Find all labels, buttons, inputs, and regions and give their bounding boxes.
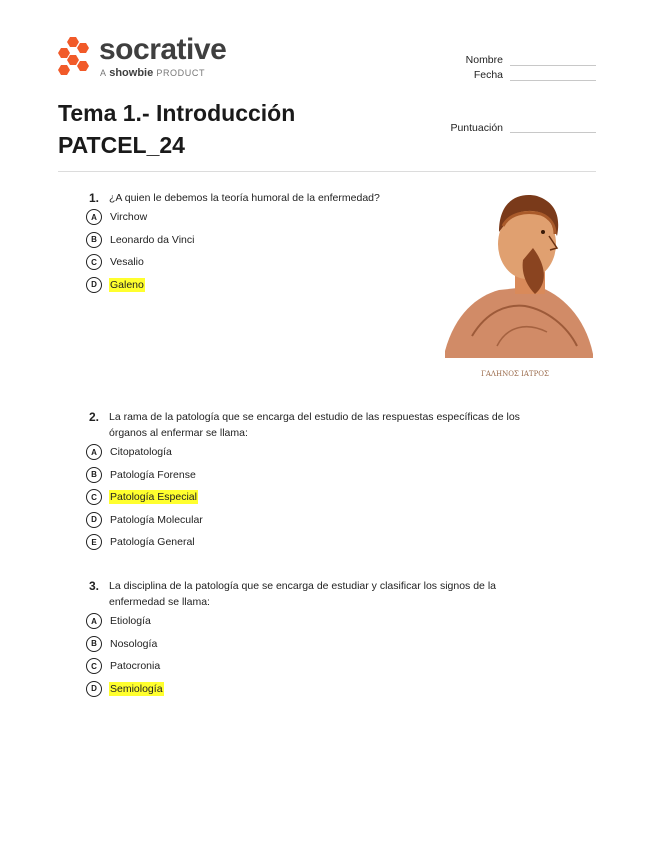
option-letter-a: A [86, 209, 102, 225]
page-title: Tema 1.- Introducción PATCEL_24 [58, 100, 296, 158]
socrative-logo [58, 33, 258, 82]
option-letter-a: A [86, 444, 102, 460]
name-label: Nombre [465, 54, 503, 66]
option-letter-c: C [86, 489, 102, 505]
question-text: 3. La disciplina de la patología que se encarga de estudiar y clasificar los signos de la enfermedad se llama: [89, 579, 496, 608]
option-letter-a: A [86, 613, 102, 629]
question-3 [86, 578, 566, 700]
option-label: Patología Forense [110, 468, 196, 481]
option-label: Patocronia [110, 660, 161, 673]
question-text: 1. ¿A quien le debemos la teoría humoral de la enfermedad? [89, 191, 380, 205]
option-letter-d: D [86, 277, 102, 293]
option-d[interactable] [86, 509, 566, 532]
question-text: 2. La rama de la patología que se encarga del estudio de las respuestas específicas de los órganos al enfermar se llama: [89, 410, 520, 439]
option-letter-e: E [86, 534, 102, 550]
option-b[interactable] [86, 633, 566, 656]
logo-wordmark: socrative [99, 33, 227, 66]
hexagon-cluster-icon [58, 36, 90, 78]
option-letter-d: D [86, 681, 102, 697]
option-label: Nosología [110, 637, 158, 650]
option-label: Leonardo da Vinci [110, 233, 195, 246]
logo-tagline: A showbie PRODUCT [100, 67, 206, 79]
correct-answer-highlight: Galeno [110, 278, 144, 291]
option-a[interactable] [86, 441, 566, 464]
name-field-line[interactable] [510, 65, 596, 66]
option-label: Citopatología [110, 446, 172, 459]
option-label: Vesalio [110, 256, 144, 269]
question-2 [86, 409, 566, 554]
option-label: Patología Molecular [110, 513, 203, 526]
option-letter-b: B [86, 232, 102, 248]
option-letter-c: C [86, 658, 102, 674]
score-field-line[interactable] [510, 132, 596, 133]
option-letter-b: B [86, 467, 102, 483]
galen-portrait-image [437, 186, 597, 382]
date-label: Fecha [473, 69, 503, 81]
correct-answer-highlight: Patología Especial [110, 491, 197, 504]
option-letter-c: C [86, 254, 102, 270]
option-label: Patología General [110, 536, 195, 549]
correct-answer-highlight: Semiología [110, 682, 163, 695]
option-label: Etiología [110, 615, 151, 628]
header-divider [58, 171, 596, 172]
option-b[interactable] [86, 464, 566, 487]
score-label: Puntuación [450, 122, 503, 134]
option-d[interactable] [86, 678, 566, 701]
svg-text:ΓΑΛΗΝΟΣ ΙΑΤΡΟΣ: ΓΑΛΗΝΟΣ ΙΑΤΡΟΣ [481, 370, 549, 378]
option-label: Virchow [110, 211, 148, 224]
option-letter-d: D [86, 512, 102, 528]
option-c[interactable] [86, 486, 566, 509]
option-e[interactable] [86, 531, 566, 554]
option-c[interactable] [86, 655, 566, 678]
option-letter-b: B [86, 636, 102, 652]
date-field-line[interactable] [510, 80, 596, 81]
option-a[interactable] [86, 610, 566, 633]
